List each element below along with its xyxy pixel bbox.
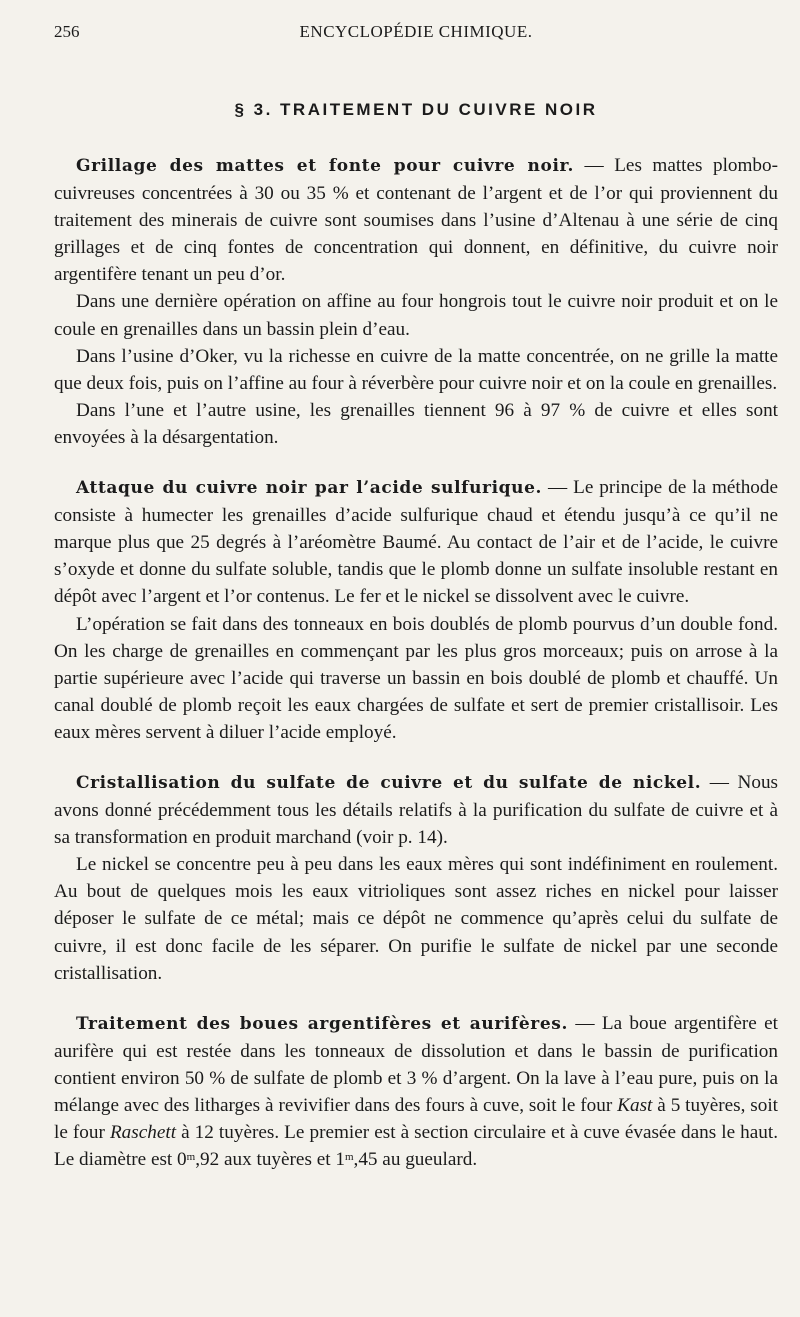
paragraph-text: à 5 tuyères, soit le four (54, 1095, 779, 1144)
paragraph-text: — Nous avons donné précédemment tous les détails relatifs à la purification du sulfate de cuivre et à sa transformation en produit marchand (voir p. 14). (54, 771, 779, 849)
unit-superscript: m (186, 1151, 196, 1164)
paragraph: Dans l’une et l’autre usine, les grenailles tiennent 96 à 97 % de cuivre et elles sont envoyées à la désargentation. (54, 399, 778, 448)
paragraph (54, 1010, 778, 1174)
paragraph-text: — Les mattes plombo-cuivreuses concentrées à 30 ou 35 % et contenant de l’argent et de l’or qui proviennent du traitement des minerais de cuivre sont soumises dans l’usine d’Altenau à une série de cinq grillages et de cinq fontes de concentration qui donnent, en définitive, du cuivre noir argentifère tenant un peu d’or. (54, 155, 779, 286)
subsection-heading: Grillage des mattes et fonte pour cuivre noir. (76, 156, 575, 176)
furnace-name-kast: Kast (617, 1095, 653, 1116)
subsection-heading: Traitement des boues argentifères et aurifères. (76, 1013, 568, 1034)
paragraph: L’opération se fait dans des tonneaux en bois doublés de plomb pourvus d’un double fond. On les charge de grenailles en commençant par les plus gros morceaux; puis on arrose à la partie supérieure avec l’acide qui traverse un bassin en bois doublé de plomb et chauffé. Un canal doublé de plomb reçoit les eaux chargées de sulfate et sert de premier cristallisoir. Les eaux mères servent à diluer l’acide employé. (54, 613, 778, 743)
subsection-heading: Attaque du cuivre noir par l’acide sulfurique. (76, 478, 543, 499)
furnace-name-raschett: Raschett (109, 1122, 177, 1144)
paragraph-text: à 12 tuyères. Le premier est à section circulaire et à cuve évasée dans le haut. Le diamètre est 0 (54, 1122, 778, 1171)
page-body (54, 152, 778, 1173)
unit-superscript: m (344, 1151, 354, 1164)
section-title: § 3. TRAITEMENT DU CUIVRE NOIR (234, 100, 598, 119)
paragraph (54, 474, 778, 610)
paragraph (54, 769, 778, 851)
page-header (54, 22, 778, 48)
subsection-heading: Cristallisation du sulfate de cuivre et du sulfate de nickel. (76, 772, 702, 793)
paragraph-text: — Le principe de la méthode consiste à humecter les grenailles d’acide sulfurique chaud et étendu jusqu’à ce qu’il ne marque plus que 25 degrés à l’aréomètre Baumé. Au contact de l’air et de l’acide, le cuivre s’oxyde et donne du sulfate soluble, tandis que le plomb donne un sulfate insoluble restant en dépôt avec l’argent et l’or contenus. Le fer et le nickel se dissolvent avec le cuivre. (54, 477, 779, 608)
paragraph: Dans l’usine d’Oker, vu la richesse en cuivre de la matte concentrée, on ne grille la matte que deux fois, puis on l’affine au four à réverbère pour cuivre noir et on la coule en grenailles. (54, 345, 778, 394)
paragraph-text: ,45 au gueulard. (353, 1149, 478, 1171)
paragraph (54, 152, 778, 288)
paragraph: Le nickel se concentre peu à peu dans les eaux mères qui sont indéfiniment en roulement. Au bout de quelques mois les eaux vitrioliques sont assez riches en nickel pour laisser déposer le sulfate de ce métal; mais ce dépôt ne commence qu’après celui du sulfate de cuivre, il est donc facile de les séparer. On purifie le sulfate de nickel par une seconde cristallisation. (54, 854, 778, 984)
paragraph-text: — La boue argentifère et aurifère qui est restée dans les tonneaux de dissolution et dans le bassin de purification contient environ 50 % de sulfate de plomb et 3 % d’argent. On la lave à l’eau pure, puis on la mélange avec des litharges à revivifier dans des fours à cuve, soit le four (54, 1012, 778, 1116)
paragraph-text: ,92 aux tuyères et 1 (195, 1149, 345, 1171)
running-title: ENCYCLOPÉDIE CHIMIQUE. (299, 22, 533, 41)
page-number: 256 (54, 22, 80, 41)
paragraph: Dans une dernière opération on affine au four hongrois tout le cuivre noir produit et on le coule en grenailles dans un bassin plein d’eau. (54, 291, 778, 340)
